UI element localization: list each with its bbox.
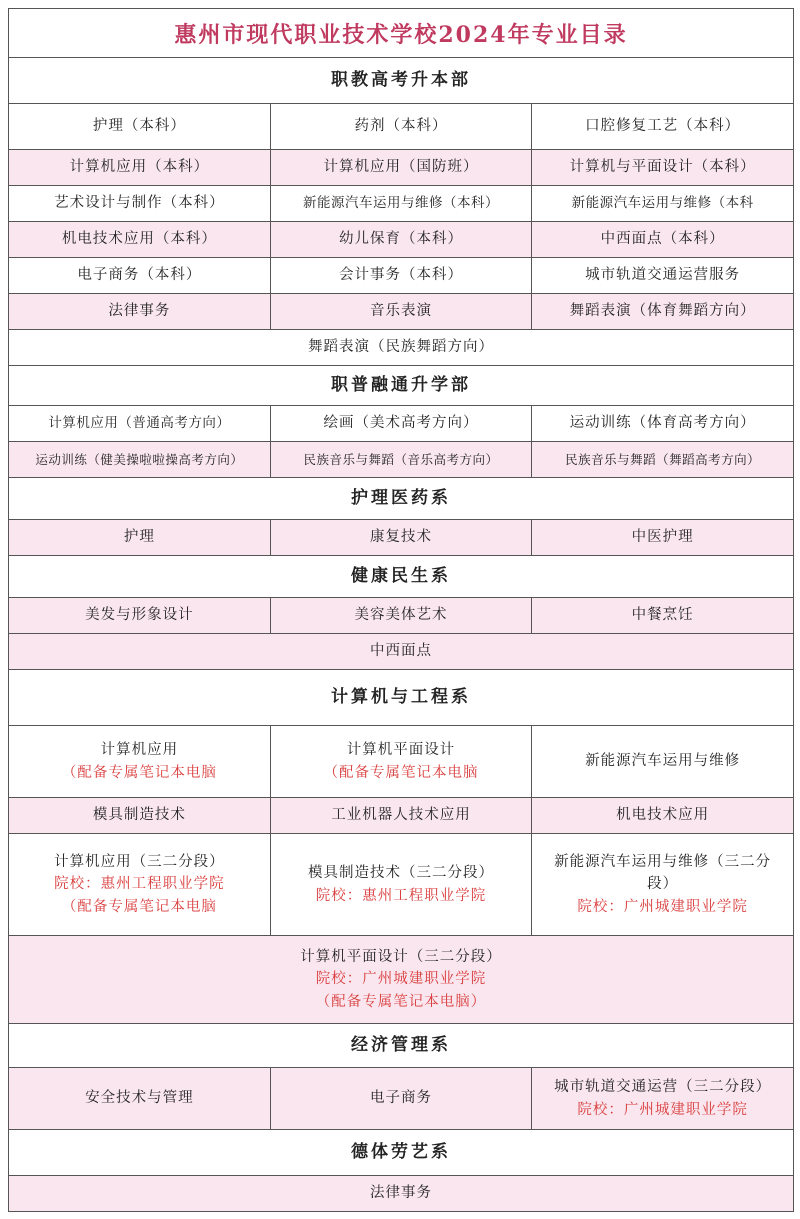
- table-cell: 工业机器人技术应用: [271, 798, 533, 834]
- partner-school: 院校：广州城建职业学院: [577, 898, 748, 915]
- table-row: [8, 330, 794, 366]
- table-row: [8, 222, 794, 258]
- table-row: [8, 834, 794, 936]
- table-cell: 机电技术应用（本科）: [9, 222, 271, 258]
- table-row: [8, 406, 794, 442]
- major-name: 计算机平面设计（三二分段）: [300, 948, 502, 965]
- section-title: 健康民生系: [9, 556, 793, 598]
- table-cell: 中西面点: [9, 634, 793, 670]
- table-cell: 电子商务（本科）: [9, 258, 271, 294]
- table-cell: 口腔修复工艺（本科）: [532, 104, 793, 150]
- table-cell: 运动训练（健美操啦啦操高考方向）: [9, 442, 271, 478]
- section-header-row: [8, 478, 794, 520]
- table-row: [8, 150, 794, 186]
- table-cell: 新能源汽车运用与维修: [532, 726, 793, 798]
- table-row: [8, 598, 794, 634]
- table-cell: 美发与形象设计: [9, 598, 271, 634]
- table-cell: [271, 834, 533, 936]
- table-cell: 康复技术: [271, 520, 533, 556]
- section-header-row: [8, 670, 794, 726]
- table-cell: 计算机应用（普通高考方向）: [9, 406, 271, 442]
- table-cell: 计算机应用（本科）: [9, 150, 271, 186]
- table-row: [8, 258, 794, 294]
- table-cell: 法律事务: [9, 1176, 793, 1212]
- table-cell: 中医护理: [532, 520, 793, 556]
- table-cell: 计算机与平面设计（本科）: [532, 150, 793, 186]
- table-row: [8, 104, 794, 150]
- document-title-box: [8, 8, 794, 58]
- table-cell: [532, 1068, 793, 1130]
- section-title: 德体劳艺系: [9, 1130, 793, 1176]
- table-row: [8, 294, 794, 330]
- table-row: [8, 520, 794, 556]
- table-row: [8, 798, 794, 834]
- laptop-note: （配备专属笔记本电脑）: [315, 993, 487, 1010]
- partner-school: 院校：广州城建职业学院: [577, 1101, 748, 1118]
- table-cell: 幼儿保育（本科）: [271, 222, 533, 258]
- laptop-note: （配备专属笔记本电脑: [61, 898, 217, 915]
- table-cell: 药剂（本科）: [271, 104, 533, 150]
- major-name: 计算机应用（三二分段）: [54, 853, 225, 870]
- table-cell: 护理（本科）: [9, 104, 271, 150]
- section-title: 职普融通升学部: [9, 366, 793, 406]
- table-cell: 绘画（美术高考方向）: [271, 406, 533, 442]
- table-cell: 音乐表演: [271, 294, 533, 330]
- major-name: 新能源汽车运用与维修（三二分: [554, 853, 772, 870]
- section-title: 职教高考升本部: [9, 58, 793, 104]
- table-cell: [9, 726, 271, 798]
- table-cell: 艺术设计与制作（本科）: [9, 186, 271, 222]
- table-row: [8, 442, 794, 478]
- table-cell: 护理: [9, 520, 271, 556]
- table-cell: 美容美体艺术: [271, 598, 533, 634]
- table-row: [8, 634, 794, 670]
- table-cell: 电子商务: [271, 1068, 533, 1130]
- table-cell: [9, 936, 793, 1024]
- section-header-row: [8, 556, 794, 598]
- section-title: 护理医药系: [9, 478, 793, 520]
- major-name: 计算机应用: [100, 742, 179, 759]
- table-cell: 中餐烹饪: [532, 598, 793, 634]
- partner-school: 院校：广州城建职业学院: [315, 971, 487, 988]
- table-cell: 新能源汽车运用与维修（本科）: [271, 186, 533, 222]
- table-cell: 法律事务: [9, 294, 271, 330]
- table-cell: [9, 834, 271, 936]
- table-row: [8, 726, 794, 798]
- table-cell: 模具制造技术: [9, 798, 271, 834]
- section-header-row: [8, 58, 794, 104]
- laptop-note: （配备专属笔记本电脑: [323, 764, 479, 781]
- document-title: 惠州市现代职业技术学校2024年专业目录: [174, 21, 628, 48]
- major-name: 计算机平面设计: [346, 742, 456, 759]
- table-cell: 中西面点（本科）: [532, 222, 793, 258]
- table-cell: 运动训练（体育高考方向）: [532, 406, 793, 442]
- table-cell: 舞蹈表演（民族舞蹈方向）: [9, 330, 793, 366]
- table-cell: 安全技术与管理: [9, 1068, 271, 1130]
- table-cell: 新能源汽车运用与维修（本科: [532, 186, 793, 222]
- table-cell: 民族音乐与舞蹈（音乐高考方向）: [271, 442, 533, 478]
- major-name: 模具制造技术（三二分段）: [308, 865, 494, 882]
- section-header-row: [8, 1130, 794, 1176]
- table-cell: 城市轨道交通运营服务: [532, 258, 793, 294]
- table-row: [8, 186, 794, 222]
- partner-school: 院校：惠州工程职业学院: [315, 887, 487, 904]
- partner-school: 院校：惠州工程职业学院: [54, 876, 225, 893]
- table-cell: 民族音乐与舞蹈（舞蹈高考方向）: [532, 442, 793, 478]
- table-cell: 计算机应用（国防班）: [271, 150, 533, 186]
- table-cell: [271, 726, 533, 798]
- laptop-note: （配备专属笔记本电脑: [61, 764, 217, 781]
- table-row: [8, 1068, 794, 1130]
- major-name-cont: 段）: [647, 876, 679, 893]
- section-title: 经济管理系: [9, 1024, 793, 1068]
- table-cell: 机电技术应用: [532, 798, 793, 834]
- section-header-row: [8, 366, 794, 406]
- section-title: 计算机与工程系: [9, 670, 793, 726]
- table-row: [8, 936, 794, 1024]
- major-name: 城市轨道交通运营（三二分段）: [554, 1079, 772, 1096]
- table-row: [8, 1176, 794, 1212]
- section-header-row: [8, 1024, 794, 1068]
- table-cell: 会计事务（本科）: [271, 258, 533, 294]
- table-cell: 舞蹈表演（体育舞蹈方向）: [532, 294, 793, 330]
- table-cell: [532, 834, 793, 936]
